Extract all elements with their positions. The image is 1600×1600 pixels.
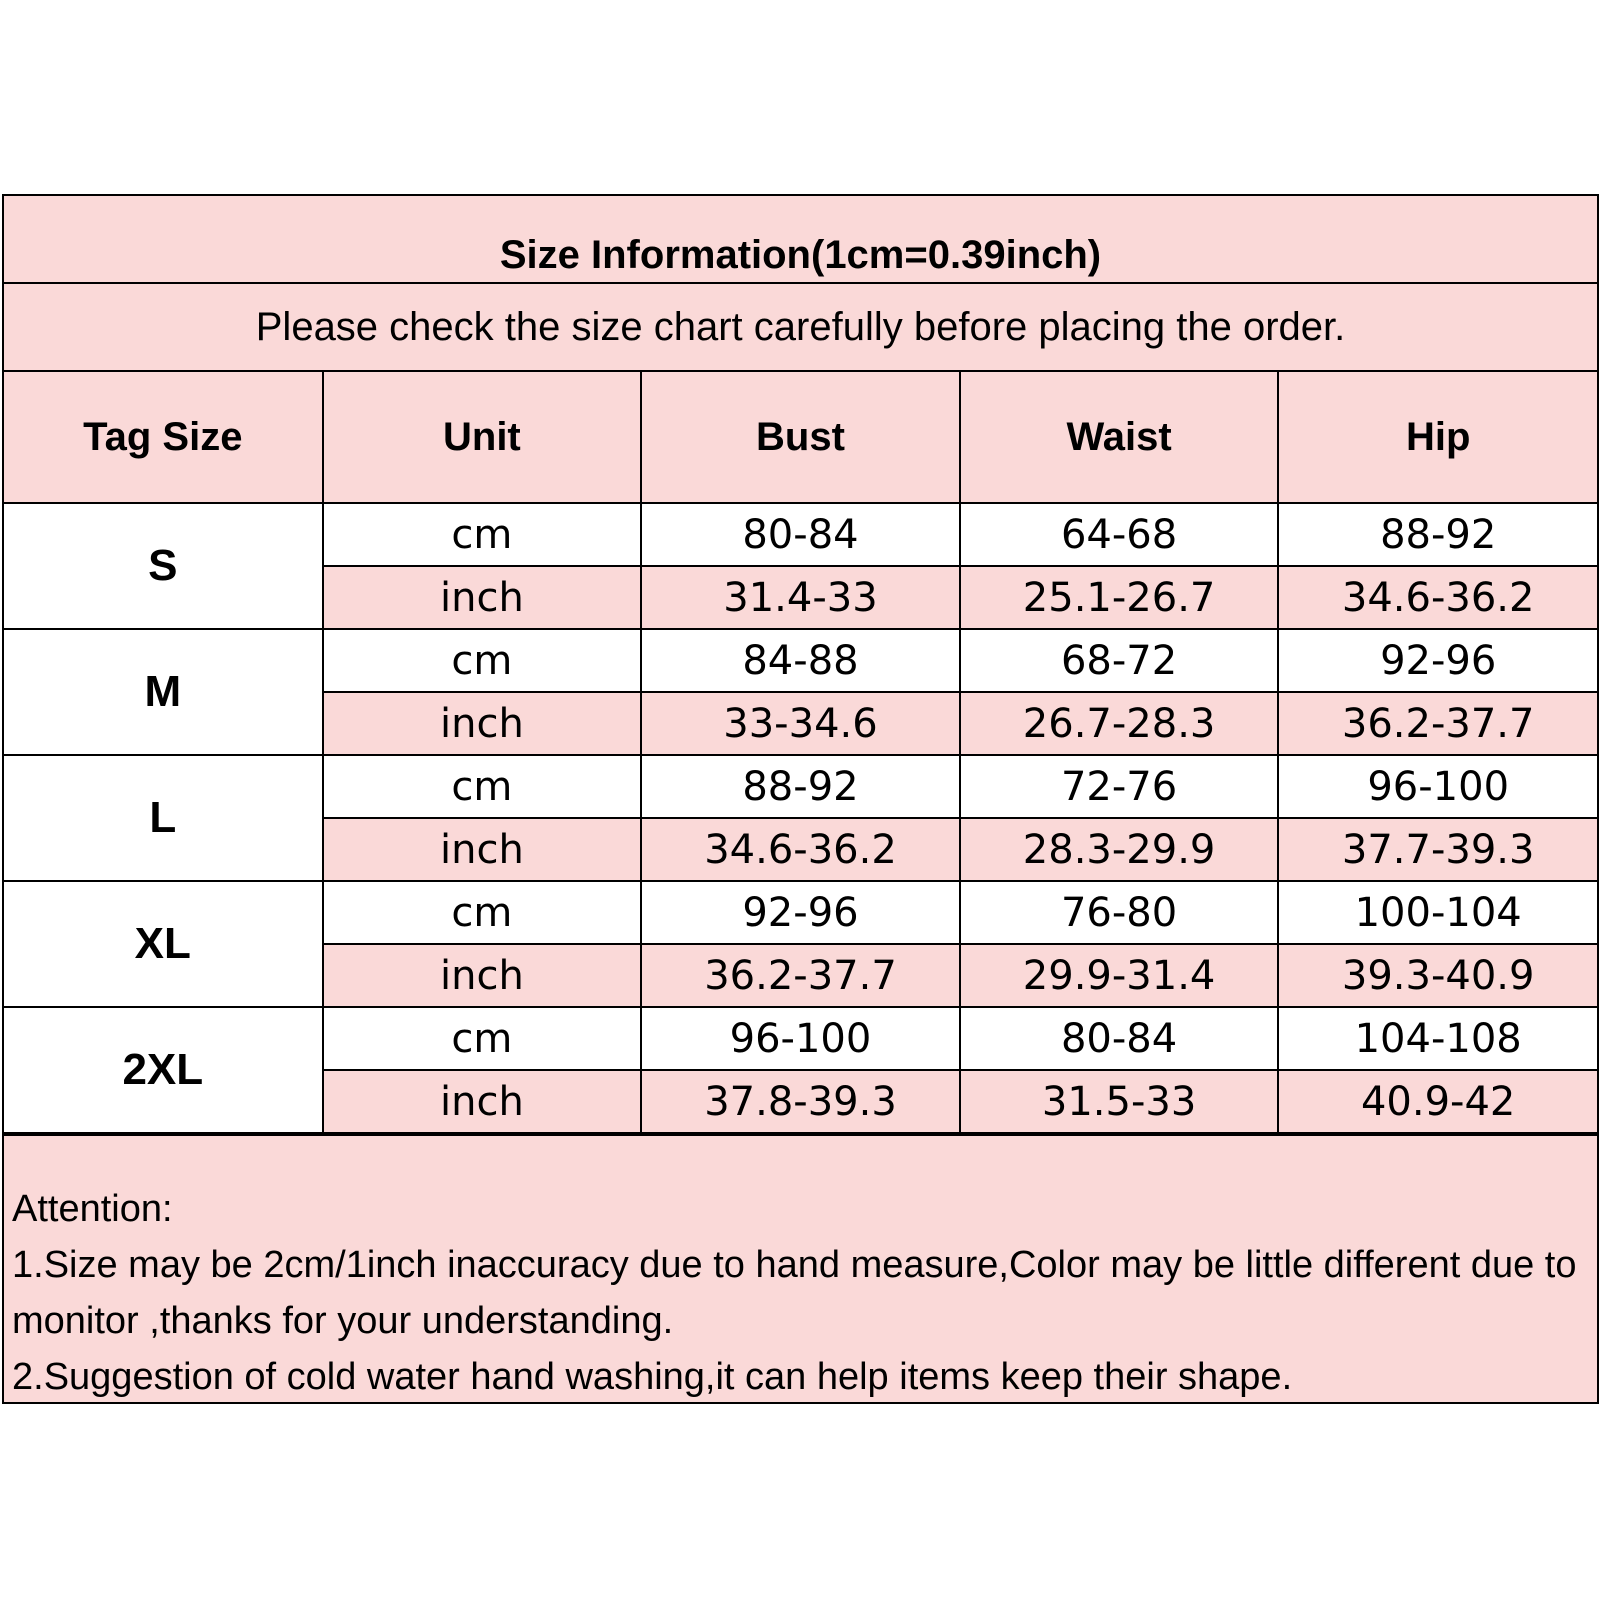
- unit-cell: inch: [323, 566, 642, 629]
- bust-cell: 88-92: [641, 755, 960, 818]
- unit-cell: cm: [323, 503, 642, 566]
- chart-title: Size Information(1cm=0.39inch): [4, 196, 1597, 284]
- tag-size-cell: 2XL: [4, 1007, 323, 1133]
- unit-cell: cm: [323, 881, 642, 944]
- unit-cell: inch: [323, 692, 642, 755]
- unit-cell: cm: [323, 629, 642, 692]
- hip-cell: 92-96: [1278, 629, 1597, 692]
- unit-cell: inch: [323, 944, 642, 1007]
- size-chart: [2, 194, 1599, 1404]
- waist-cell: 31.5-33: [960, 1070, 1279, 1133]
- attention-notes: [4, 1134, 1597, 1402]
- unit-cell: inch: [323, 818, 642, 881]
- bust-cell: 36.2-37.7: [641, 944, 960, 1007]
- column-header-bust: Bust: [641, 372, 960, 503]
- bust-cell: 37.8-39.3: [641, 1070, 960, 1133]
- bust-cell: 92-96: [641, 881, 960, 944]
- attention-note-1: 1.Size may be 2cm/1inch inaccuracy due to hand measure,Color may be little different due to monitor ,thanks for your understanding.: [12, 1244, 1577, 1342]
- hip-cell: 88-92: [1278, 503, 1597, 566]
- unit-cell: cm: [323, 1007, 642, 1070]
- table-row: [4, 503, 1597, 566]
- waist-cell: 72-76: [960, 755, 1279, 818]
- bust-cell: 31.4-33: [641, 566, 960, 629]
- waist-cell: 29.9-31.4: [960, 944, 1279, 1007]
- waist-cell: 25.1-26.7: [960, 566, 1279, 629]
- column-header-hip: Hip: [1278, 372, 1597, 503]
- attention-note-2: 2.Suggestion of cold water hand washing,it can help items keep their shape.: [12, 1356, 1293, 1398]
- column-header-waist: Waist: [960, 372, 1279, 503]
- hip-cell: 100-104: [1278, 881, 1597, 944]
- waist-cell: 80-84: [960, 1007, 1279, 1070]
- waist-cell: 64-68: [960, 503, 1279, 566]
- table-row: [4, 881, 1597, 944]
- column-header-tag-size: Tag Size: [4, 372, 323, 503]
- bust-cell: 33-34.6: [641, 692, 960, 755]
- chart-subtitle: Please check the size chart carefully before placing the order.: [4, 284, 1597, 372]
- bust-cell: 34.6-36.2: [641, 818, 960, 881]
- waist-cell: 26.7-28.3: [960, 692, 1279, 755]
- column-header-unit: Unit: [323, 372, 642, 503]
- size-table: [4, 372, 1597, 1134]
- hip-cell: 34.6-36.2: [1278, 566, 1597, 629]
- hip-cell: 39.3-40.9: [1278, 944, 1597, 1007]
- hip-cell: 37.7-39.3: [1278, 818, 1597, 881]
- bust-cell: 96-100: [641, 1007, 960, 1070]
- table-row: [4, 629, 1597, 692]
- tag-size-cell: XL: [4, 881, 323, 1007]
- hip-cell: 96-100: [1278, 755, 1597, 818]
- hip-cell: 36.2-37.7: [1278, 692, 1597, 755]
- tag-size-cell: S: [4, 503, 323, 629]
- tag-size-cell: M: [4, 629, 323, 755]
- waist-cell: 68-72: [960, 629, 1279, 692]
- tag-size-cell: L: [4, 755, 323, 881]
- hip-cell: 40.9-42: [1278, 1070, 1597, 1133]
- unit-cell: cm: [323, 755, 642, 818]
- table-row: [4, 1007, 1597, 1070]
- hip-cell: 104-108: [1278, 1007, 1597, 1070]
- unit-cell: inch: [323, 1070, 642, 1133]
- bust-cell: 80-84: [641, 503, 960, 566]
- attention-heading: Attention:: [12, 1188, 173, 1230]
- waist-cell: 28.3-29.9: [960, 818, 1279, 881]
- bust-cell: 84-88: [641, 629, 960, 692]
- table-header-row: [4, 372, 1597, 503]
- waist-cell: 76-80: [960, 881, 1279, 944]
- table-row: [4, 755, 1597, 818]
